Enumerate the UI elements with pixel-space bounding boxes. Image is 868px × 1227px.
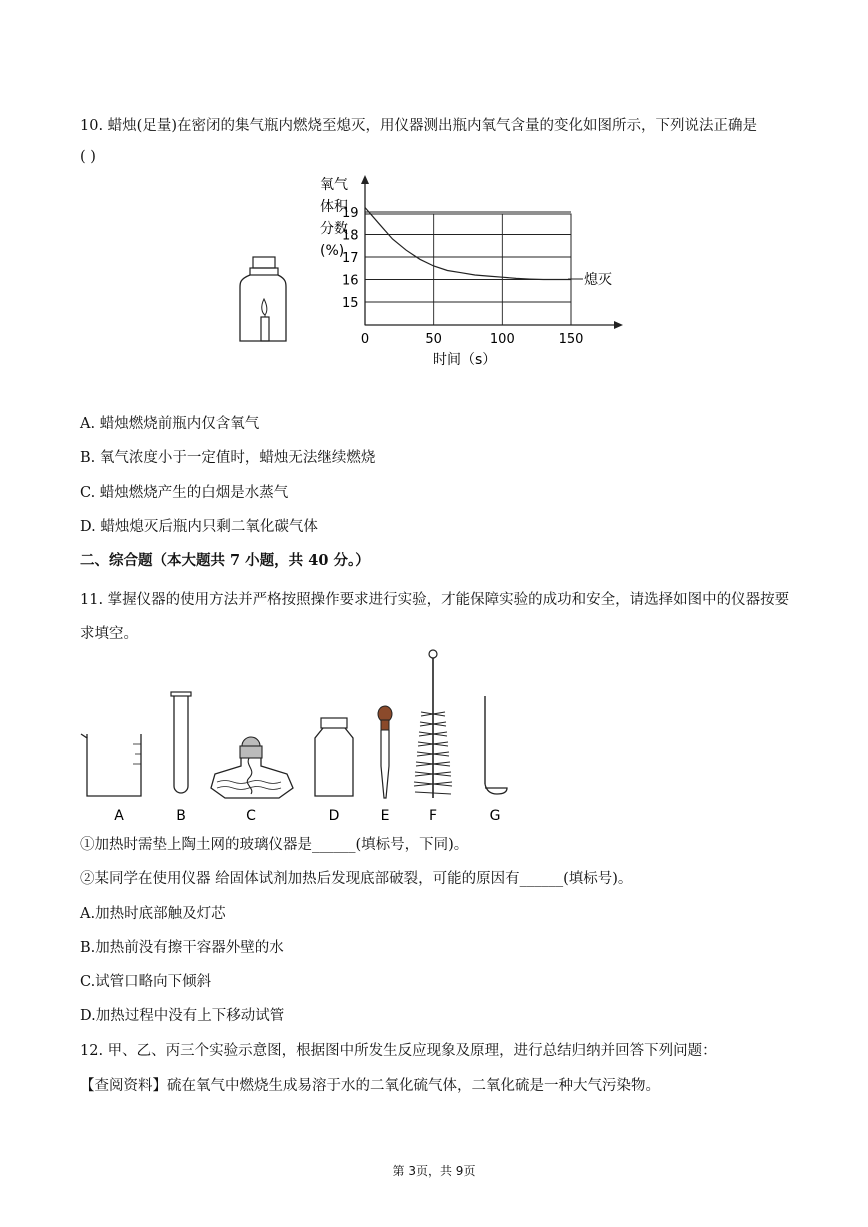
instrument-label: E: [380, 808, 390, 824]
y-tick-label: 16: [342, 273, 359, 289]
lab-instruments-illustration: [75, 648, 525, 826]
q11-option-d: D.加热过程中没有上下移动试管: [80, 1008, 285, 1024]
x-axis-label: 时间（s）: [433, 352, 497, 368]
q12-info: 【查阅资料】硫在氧气中燃烧生成易溶于水的二氧化硫气体，二氧化硫是一种大气污染物。: [80, 1078, 660, 1094]
q10-option-c: C. 蜡烛燃烧产生的白烟是水蒸气: [80, 485, 289, 501]
y-axis-label-line: 体积: [320, 199, 348, 215]
q11-option-b: B.加热前没有擦干容器外壁的水: [80, 940, 284, 956]
instrument-label: C: [246, 808, 256, 824]
q10-stem: 10. 蜡烛(足量)在密闭的集气瓶内燃烧至熄灭，用仪器测出瓶内氧气含量的变化如图所示，下列说法正确是: [80, 118, 757, 134]
y-axis-label-line: 分数: [320, 221, 348, 237]
instrument-label: A: [114, 808, 124, 824]
alcohol-lamp-icon: [211, 737, 293, 798]
q10-option-d: D. 蜡烛熄灭后瓶内只剩二氧化碳气体: [80, 519, 318, 535]
combustion-spoon-icon: [485, 696, 507, 794]
y-axis-arrow: [361, 175, 369, 184]
reagent-bottle-icon: [315, 718, 353, 796]
oxygen-content-chart: [298, 172, 630, 372]
q11-sub2: ②某同学在使用仪器 给固体试剂加热后发现底部破裂，可能的原因有______(填标号)。: [80, 871, 633, 887]
q11-stem: 11. 掌握仪器的使用方法并严格按照操作要求进行实验，才能保障实验的成功和安全，请选择如图中的仪器按要求填空。: [80, 592, 790, 642]
q10-answer-paren: ( ): [80, 149, 96, 165]
annotation-label: 熄灭: [584, 272, 612, 288]
x-tick-label: 150: [558, 332, 584, 347]
q10-option-b: B. 氧气浓度小于一定值时，蜡烛无法继续燃烧: [80, 450, 376, 466]
instrument-label: B: [176, 808, 186, 824]
y-tick-label: 18: [342, 228, 359, 244]
instrument-label: F: [428, 808, 438, 824]
grid-box: [365, 214, 571, 325]
q12-stem: 12. 甲、乙、丙三个实验示意图，根据图中所发生反应现象及原理，进行总结归纳并回答下列问题：: [80, 1043, 717, 1059]
series-oxygen-curve: [365, 208, 571, 280]
x-axis-arrow: [614, 321, 623, 329]
instrument-label: G: [489, 808, 501, 824]
instrument-label: D: [328, 808, 340, 824]
y-tick-label: 19: [342, 206, 359, 221]
y-axis-label-line: (%): [320, 243, 345, 259]
page-footer: 第 3页，共 9页: [392, 1164, 476, 1178]
y-axis-label-line: 氧气: [320, 177, 348, 193]
x-tick-label: 100: [489, 332, 515, 347]
x-tick-label: 50: [425, 332, 442, 347]
q11-option-c: C.试管口略向下倾斜: [80, 974, 212, 990]
section-heading: 二、综合题（本大题共 7 小题，共 40 分。）: [80, 552, 370, 569]
q10-option-a: A. 蜡烛燃烧前瓶内仅含氧气: [80, 416, 260, 432]
x-tick-label: 0: [360, 332, 370, 347]
beaker-icon: [81, 734, 141, 796]
test-tube-icon: [171, 692, 191, 793]
q11-option-a: A.加热时底部触及灯芯: [80, 906, 226, 922]
test-tube-brush-icon: [414, 650, 452, 798]
dropper-icon: [378, 706, 392, 798]
q11-sub1: ①加热时需垫上陶土网的玻璃仪器是______(填标号，下同)。: [80, 837, 469, 853]
y-tick-label: 17: [342, 251, 359, 266]
candle-jar-illustration: [238, 255, 288, 347]
y-tick-label: 15: [342, 296, 359, 311]
